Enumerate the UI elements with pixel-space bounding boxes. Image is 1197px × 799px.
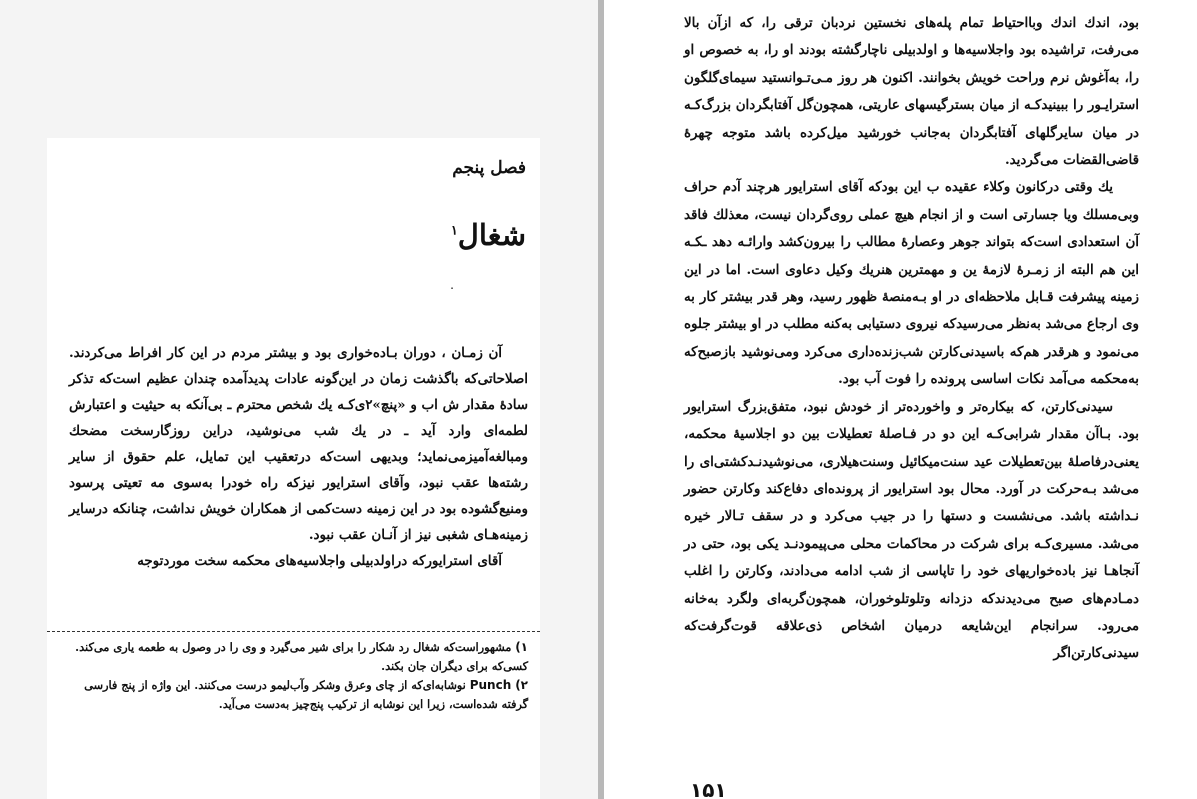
ornament-dot: . (450, 278, 454, 292)
paragraph: آقای استرایورکه دراولدبیلی واجلاسیه‌های محکمه سخت موردتوجه (137, 553, 502, 569)
footnote-text: مشهوراست‌که شغال رد شکار را برای شیر می‌گیرد و وی را در وصول به طعمه یاری می‌کند. کسی‌که برای دیگران جان بکند. (75, 640, 528, 673)
chapter-title-text: شغال (457, 218, 526, 252)
footnote-number: ۲) (515, 678, 528, 692)
right-body-text (684, 10, 1139, 668)
footnote-text: نوشابه‌ای‌که از چای وعرق وشکر وآب‌لیمو درست می‌کنند. این واژه از پنج فارسی گرفته شده‌است، زیرا این نوشابه از ترکیب پنج‌چیز به‌دست می‌آید. (84, 678, 528, 711)
footnote-separator (47, 631, 540, 632)
footnote-number: ۱) (515, 640, 528, 654)
paragraph: سیدنی‌کارتن، که بیکاره‌تر و واخورده‌تر از خودش نبود، متفق‌بزرگ استرایور بود. بـاآن مقدار شرابی‌کـه این دو در فـاصلهٔ تعطیلات بین دو اجلاسیهٔ محکمه، یعنی‌درفاصلهٔ بین‌تعطیلات عید سنت‌میکائیل وسنت‌هیلاری، می‌نوشیدنـدکشتی‌ای را می‌شد بـه‌حرکت در آورد. محال بود استرایور از پرونده‌ای دفاع‌کند وکارتن حضور نـداشته باشد. می‌نشست و دستها را در جیب می‌کرد و در سقف تـالار خیره می‌شد. مسیری‌کـه برای شرکت در محاکمات محلی می‌پیمودنـد یکی بود، حتی در آنجاهـا نیز باده‌خواریهای خود را تاپاسی از شب ادامه می‌دادند، وکارتن را اغلب دمـادم‌های صبح می‌دیدندکه دزدانه وتلوتلوخوران، همچون‌گربه‌ای ولگرد به‌خانه می‌رود. سرانجام این‌شایعه درمیان اشخاص ذی‌علاقه قوت‌گرفت‌که سیدنی‌کارتن‌اگر (684, 398, 1139, 662)
right-page (604, 0, 1197, 799)
footnote-2 (69, 676, 528, 714)
left-page-sheet (47, 138, 540, 799)
footnote-latin-term: Punch (469, 678, 512, 692)
chapter-title (451, 218, 526, 252)
title-footnote-marker: ۱ (450, 223, 458, 239)
paragraph: بود، اندك اندك وبااحتیاط تمام پله‌های نخستین نردبان ترقی را، که ازآن بالا می‌رفت، تراشیده بود واجلاسیه‌ها و اولدبیلی ناچارگشته بودند او را، به خصوص او را، به‌آغوش نرم وراحت خویش بخوانند. اکنون هر روز مـی‌تـوانستید سیمای‌گلگون استرایـور را ببینیدکـه از میان بسترگیسهای عاریتی، همچون‌گل آفتابگردان بزرگ‌کـه در میان سایرگلهای آفتابگردان به‌جانب خورشید میل‌کرده باشد متوجه چهرهٔ قاضی‌القضات می‌گردید. (684, 15, 1139, 169)
paragraph: آن زمـان ، دوران بـاده‌خواری بود و بیشتر مردم در این کار افراط می‌کردند. اصلاحاتی‌که باگذشت زمان در این‌گونه عادات پدید‌آمده چندان عظیم است‌که تذکر سادهٔ مقدار ش اب و «پنچ»۲ی‌کـه یك شخص محترم ـ بی‌آنکه به حیثیت و اعتبارش لطمه‌ای وارد آید ـ در یك شب می‌نوشید، دراین روزگارسخت مضحك ومبالغه‌آمیزمی‌نماید؛ وبدیهی است‌که درتعقیب این تمایل، علم حقوق از سایر رشته‌ها عقب نبود، وآقای استرایور نیزکه راه خودرا به‌سوی مه تعیتی پرسود ومنیع‌گشوده بود در این زمینه دست‌کمی از همکاران خویش نداشت، چنانکه درسایر زمینه‌هـای شغبی نیز از آنـان عقب نبود. (69, 345, 528, 543)
page-number: ۱۵۱ (690, 778, 727, 799)
footnotes (69, 638, 528, 714)
paragraph: یك وقتی درکانون وکلاء عقیده ب این بودکه آقای استرایور هرچند آدم حراف وبی‌مسلك ویا جسارتی است و از انجام هیچ عملی روی‌گردان نیست، معذلك فاقد آن استعدادی است‌که بتواند جوهر وعصارهٔ مطالب را بیرون‌کشد وارائـه دهد ـکـه این هم البته از زمـرهٔ لازمهٔ ین و مهمترین هنریك وکیل دعاوی است. اما در این زمینه پیشرفت قـابل ملاحظه‌ای در او بـه‌منصهٔ ظهور رسید، وهر قدر بیشتر کار به وی ارجاع می‌شد به‌نظر می‌رسیدکه نیروی دستیابی به‌کنه مطلب در او بیشتر جلوه می‌نمود و هرقدر هم‌که باسیدنی‌کارتن شب‌زنده‌داری می‌کرد ومی‌نوشید بازصبح‌که به‌محکمه می‌آمد نکات اساسی پرونده را فوت آب بود. (684, 179, 1139, 388)
footnote-1 (69, 638, 528, 676)
chapter-heading: فصل پنجم (452, 158, 526, 178)
left-page (0, 0, 598, 799)
left-body-text (69, 340, 528, 574)
